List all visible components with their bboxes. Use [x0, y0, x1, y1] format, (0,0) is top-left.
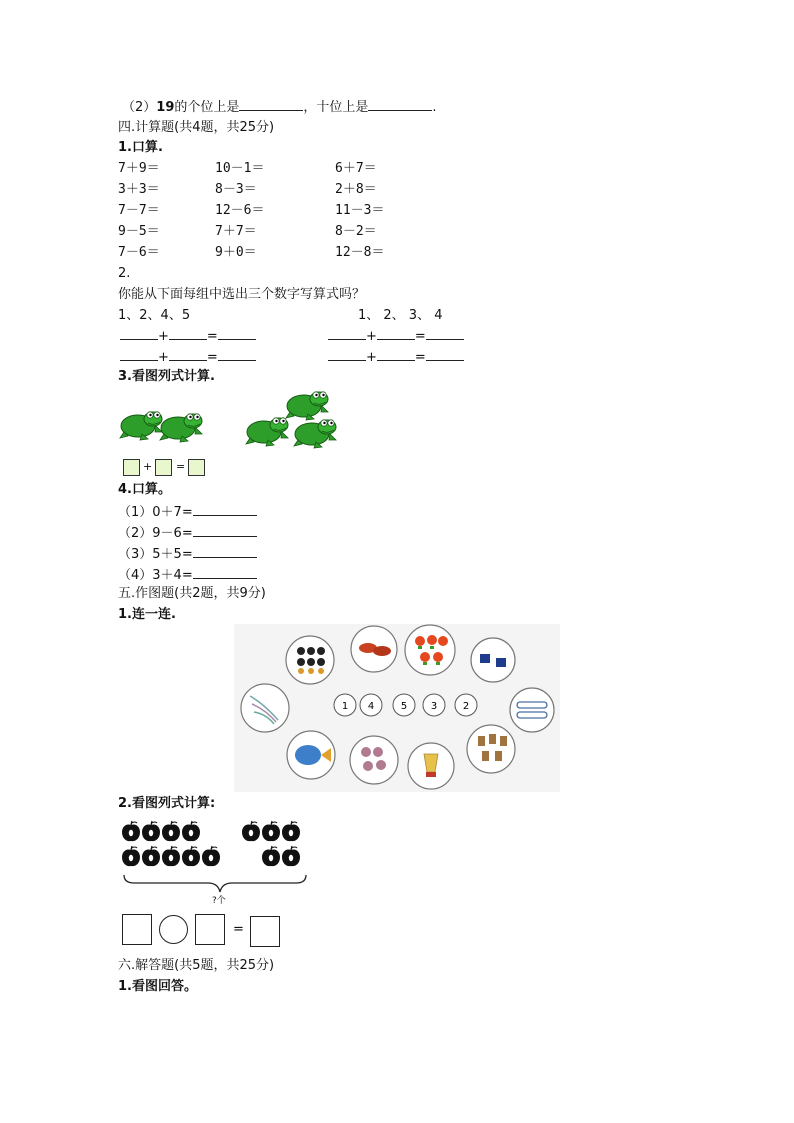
shuttlecock-circle[interactable] [408, 743, 454, 789]
oral-question [118, 503, 257, 521]
number-label[interactable]: 3 [430, 701, 438, 712]
q2-prefix: （2） [122, 100, 157, 115]
oral-item: 12－6＝ [215, 203, 265, 218]
fish-circle[interactable] [287, 731, 335, 779]
frog-icon [160, 414, 202, 442]
oral-item: 8－3＝ [215, 182, 257, 197]
q2-end: . [432, 100, 437, 115]
oral-item: 7＋9＝ [118, 161, 160, 176]
section4-p1-title: 1.口算. [118, 140, 163, 155]
frog-icon [286, 392, 328, 420]
oral-question-text: （4）3＋4= [118, 568, 193, 583]
oral-item: 7－6＝ [118, 245, 160, 260]
q2-text-tens: ，十位上是 [303, 100, 369, 115]
section4-p3-title: 3.看图列式计算. [118, 369, 215, 384]
frog-icon [120, 412, 162, 440]
answer-blank[interactable] [328, 348, 366, 361]
answer-blank[interactable] [169, 327, 207, 340]
oral-item: 9＋0＝ [215, 245, 257, 260]
equals-sign: = [206, 350, 218, 365]
answer-blank[interactable] [120, 327, 158, 340]
equation-row [328, 327, 464, 345]
answer-blank[interactable] [193, 524, 257, 537]
oral-question [118, 566, 257, 584]
oral-question-text: （2）9－6= [118, 526, 193, 541]
number-label[interactable]: 5 [400, 701, 408, 712]
answer-blank[interactable] [377, 327, 415, 340]
equation-row [120, 327, 256, 345]
answer-box[interactable] [123, 459, 140, 476]
equals-sign: = [206, 329, 218, 344]
number-label[interactable]: 1 [341, 701, 349, 712]
feathers-circle[interactable] [241, 684, 289, 732]
plus-sign: + [158, 350, 169, 365]
answer-box[interactable] [188, 459, 205, 476]
answer-blank-ones[interactable] [239, 98, 303, 111]
oral-question-text: （1）0＋7= [118, 505, 193, 520]
oral-item: 2＋8＝ [335, 182, 377, 197]
answer-box[interactable] [155, 459, 172, 476]
answer-box[interactable] [122, 914, 152, 945]
answer-blank[interactable] [193, 545, 257, 558]
oral-question [118, 524, 257, 542]
oral-item: 12－8＝ [335, 245, 385, 260]
section4-p2-number: 2. [118, 266, 131, 281]
plus-sign: + [143, 460, 153, 473]
q2-text-ones: 的个位上是 [174, 100, 240, 115]
oral-item: 7＋7＝ [215, 224, 257, 239]
answer-blank[interactable] [218, 348, 256, 361]
apples-picture [118, 818, 318, 868]
answer-blank[interactable] [426, 348, 464, 361]
answer-blank[interactable] [426, 327, 464, 340]
plus-sign: + [366, 329, 377, 344]
equals-sign: = [414, 329, 426, 344]
crab-circle[interactable] [351, 626, 397, 672]
answer-blank[interactable] [120, 348, 158, 361]
equation-row [120, 348, 256, 366]
answer-blank[interactable] [169, 348, 207, 361]
oral-item: 6＋7＝ [335, 161, 377, 176]
answer-blank[interactable] [193, 503, 257, 516]
answer-blank[interactable] [377, 348, 415, 361]
section5-p1-title: 1.连一连. [118, 607, 176, 622]
equation-row [328, 348, 464, 366]
question-2-line [122, 98, 437, 116]
answer-blank[interactable] [328, 327, 366, 340]
oral-item: 9－5＝ [118, 224, 160, 239]
oral-item: 7－7＝ [118, 203, 160, 218]
answer-blank-tens[interactable] [368, 98, 432, 111]
plus-sign: + [158, 329, 169, 344]
number-group-1: 1、2、4、5 [118, 308, 191, 323]
plus-sign: + [366, 350, 377, 365]
frogs-picture [118, 388, 348, 458]
question-count-label: ?个 [212, 896, 226, 906]
number-label[interactable]: 2 [462, 701, 470, 712]
oral-item: 10－1＝ [215, 161, 265, 176]
rabbits-circle[interactable] [350, 736, 398, 784]
shirts-circle[interactable] [471, 638, 515, 682]
equals-sign: = [233, 922, 244, 937]
equals-sign: = [176, 460, 186, 473]
paperclips-circle[interactable] [510, 688, 554, 732]
operator-circle[interactable] [159, 915, 188, 944]
equals-sign: = [414, 350, 426, 365]
answer-blank[interactable] [218, 327, 256, 340]
answer-blank[interactable] [193, 566, 257, 579]
answer-box[interactable] [195, 914, 225, 945]
connect-picture [234, 624, 560, 792]
section6-p1-title: 1.看图回答。 [118, 979, 197, 994]
number-group-2: 1、 2、 3、 4 [358, 308, 443, 323]
flowers-circle[interactable] [405, 625, 455, 675]
animals-circle[interactable] [286, 636, 334, 684]
section4-p4-title: 4.口算。 [118, 482, 171, 497]
cups-circle[interactable] [467, 725, 515, 773]
section5-title: 五.作图题(共2题，共9分) [118, 586, 266, 601]
q2-number: 19 [156, 100, 175, 115]
answer-box[interactable] [250, 916, 280, 947]
oral-item: 3＋3＝ [118, 182, 160, 197]
section5-p2-title: 2.看图列式计算: [118, 796, 216, 811]
frog-icon [246, 418, 288, 446]
section4-title: 四.计算题(共4题，共25分) [118, 120, 275, 135]
oral-question [118, 545, 257, 563]
frog-icon [294, 420, 336, 448]
number-label[interactable]: 4 [367, 701, 375, 712]
oral-question-text: （3）5＋5= [118, 547, 193, 562]
section4-p2-question: 你能从下面每组中选出三个数字写算式吗？ [118, 287, 366, 302]
oral-item: 8－2＝ [335, 224, 377, 239]
oral-item: 11－3＝ [335, 203, 385, 218]
section6-title: 六.解答题(共5题，共25分) [118, 958, 275, 973]
